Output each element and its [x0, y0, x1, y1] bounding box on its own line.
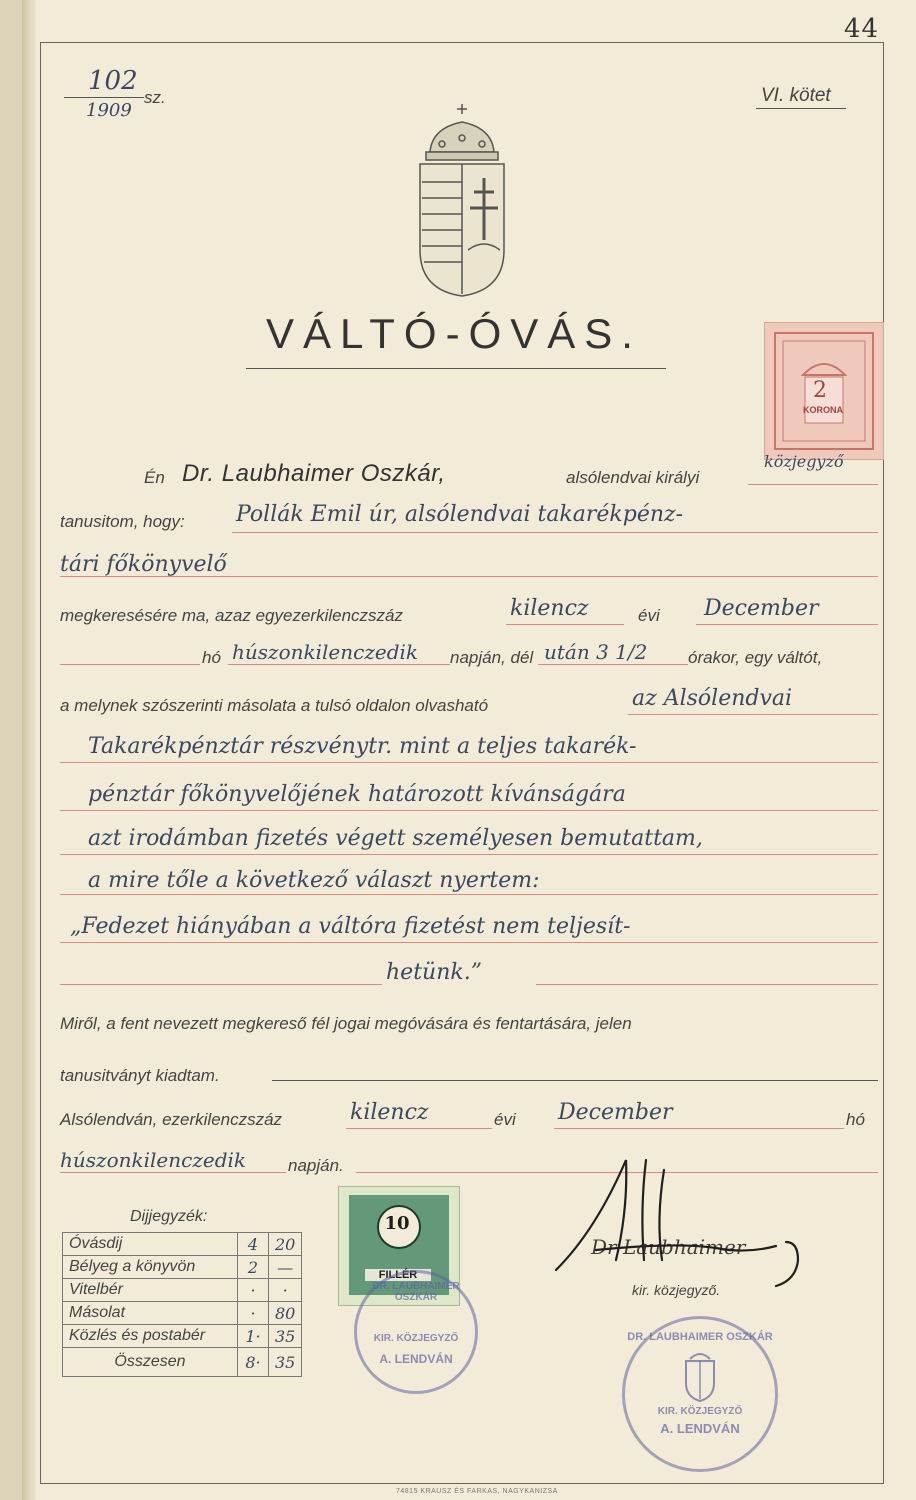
reply-line-6: „Fedezet hiányában a váltóra fizetést nem teljesít-	[70, 914, 631, 939]
reply-line-3: pénztár főkönyvelőjének határozott kívánságára	[88, 782, 626, 807]
revenue-stamp-2-korona: 2 KORONA	[764, 322, 884, 460]
reply-line-1: az Alsólendvai	[632, 686, 793, 711]
signature-text: Dr Laubhaimer	[591, 1235, 746, 1259]
fee-row-total: Összesen 8· 35	[63, 1348, 302, 1377]
signature-icon	[536, 1150, 836, 1290]
year-word: kilencz	[510, 596, 589, 621]
printer-mark: 74815 KRAUSZ ÉS FARKAS, NAGYKANIZSA	[396, 1488, 558, 1495]
month-2: December	[558, 1100, 673, 1125]
month: December	[704, 596, 819, 621]
day-2: húszonkilenczedik	[60, 1148, 247, 1172]
sz-label: sz.	[144, 88, 166, 107]
notary-seal-2: DR. LAUBHAIMER OSZKÁR KIR. KÖZJEGYZŐ A. LENDVÁN	[622, 1316, 778, 1472]
volume-label: VI. kötet	[761, 85, 831, 106]
book-gutter	[22, 0, 36, 1500]
requester-line-1: Pollák Emil úr, alsólendvai takarékpénz-	[236, 502, 684, 527]
record-year: 1909	[86, 100, 132, 121]
reply-line-5: a mire tőle a következő választ nyertem:	[88, 868, 540, 893]
revenue-stamp-10-filler: 10 FILLÉR	[338, 1186, 460, 1306]
fee-row: Másolat · 80	[63, 1302, 302, 1325]
fee-row: Óvásdij 4 20	[63, 1233, 302, 1256]
fee-row: Közlés és postabér 1· 35	[63, 1325, 302, 1348]
year-word-2: kilencz	[350, 1100, 429, 1125]
left-page-edge	[0, 0, 23, 1500]
notary-seal-1: DR. LAUBHAIMER OSZKÁR KIR. KÖZJEGYZŐ A. LENDVÁN	[354, 1270, 478, 1394]
signature-caption: kir. közjegyző.	[632, 1282, 721, 1298]
fee-row: Vitelbér · ·	[63, 1279, 302, 1302]
document-page: 44 102 sz. 1909 VI. kötet VÁLTÓ-ÓVÁS. 2 KORONA Én Dr. Laubhaimer Oszkár, alsólendvai királyi közjegyző tanusitom, hogy: Pollák Emil úr, alsólendvai takarékpénz- tári főkönyvelő megkeresésére ma, azaz egyezerkilenczszáz kilencz évi December hó húszonkilenczedik napján, dél után 3 1/2 órakor, egy váltót, a melynek szószerinti másolata a tulsó oldalon olvasható az Alsólendvai Takarékpénztár részvénytr. mint a teljes takarék- pénztár főkönyvelőjének határozott kívánságára azt irodámban fizetés végett személyesen bemutattam, a mire tőle a következő választ nyertem: „Fedezet hiányában a váltóra fizetést nem teljesít- hetünk.” Miről, a fent nevezett megkereső fél jogai megóvására és fentartására, jelen tanusitványt kiadtam. Alsólendván, ezerkilenczszáz kilencz évi December hó húszonkilenczedik napján. Dijjegyzék: Óvásdij 4 20 Bélyeg a könyvön 2 — Vitelbér · · Másolat · 80 Közlés és postabér 1· 35 Összesen 8· 35 10 FILLÉR DR. LAUBHAIMER OSZKÁR KIR. KÖZJEGYZŐ A. LENDVÁN Dr Laubhaimer kir. közjegyző. DR. LAUBHAIMER OSZKÁR KIR. KÖZJEGYZŐ A. LENDVÁN 74815 KRAUSZ ÉS FARKAS, NAGYKANIZSA	[36, 0, 916, 1500]
page-number: 44	[844, 14, 880, 44]
reply-line-7: hetünk.”	[386, 960, 482, 985]
fee-row: Bélyeg a könyvön 2 —	[63, 1256, 302, 1279]
day: húszonkilenczedik	[232, 640, 419, 664]
reply-line-4: azt irodámban fizetés végett személyesen bemutattam,	[88, 826, 703, 851]
time: után 3 1/2	[544, 640, 648, 664]
fees-title: Dijjegyzék:	[130, 1208, 208, 1225]
notary-title: közjegyző	[764, 452, 844, 471]
requester-line-2: tári főkönyvelő	[60, 552, 227, 577]
coat-of-arms-icon	[412, 100, 512, 300]
reply-line-2: Takarékpénztár részvénytr. mint a teljes takarék-	[88, 734, 637, 759]
fees-table	[62, 1232, 302, 1377]
document-title: VÁLTÓ-ÓVÁS.	[266, 310, 642, 357]
record-number: 102	[88, 66, 138, 96]
notary-name: Dr. Laubhaimer Oszkár,	[182, 460, 446, 487]
